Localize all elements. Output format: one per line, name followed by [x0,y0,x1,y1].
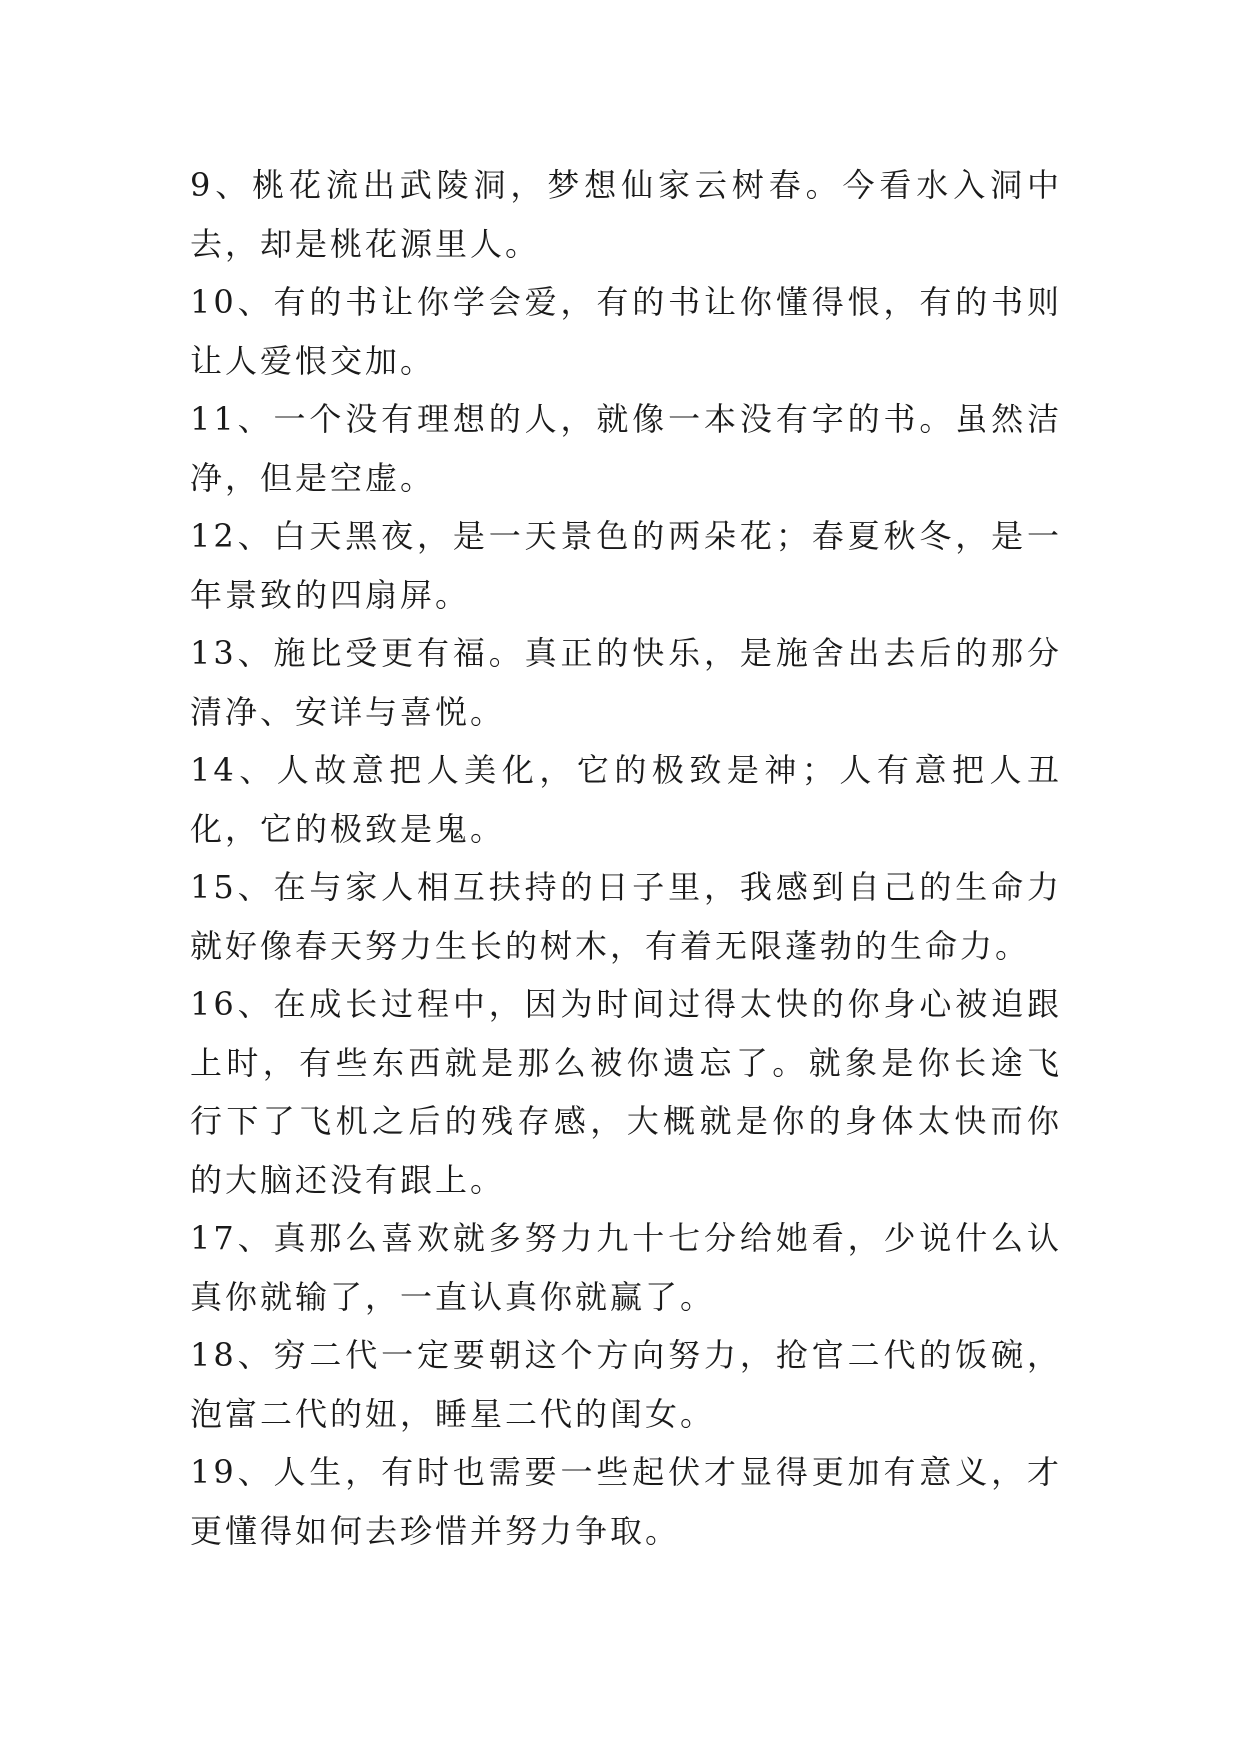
entry-10: 10、有的书让你学会爱，有的书让你懂得恨，有的书则让人爱恨交加。 [190,283,1062,380]
entry-18: 18、穷二代一定要朝这个方向努力，抢官二代的饭碗，泡富二代的妞，睡星二代的闺女。 [190,1336,1062,1433]
entry-14: 14、人故意把人美化，它的极致是神；人有意把人丑化，它的极致是鬼。 [190,751,1062,848]
entry-11: 11、一个没有理想的人，就像一本没有字的书。虽然洁净，但是空虚。 [190,400,1062,497]
entry-16: 16、在成长过程中，因为时间过得太快的你身心被迫跟上时，有些东西就是那么被你遗忘了。就象是你长途飞行下了飞机之后的残存感，大概就是你的身体太快而你的大脑还没有跟上。 [190,985,1062,1199]
entry-12: 12、白天黑夜，是一天景色的两朵花；春夏秋冬，是一年景致的四扇屏。 [190,517,1062,614]
entry-17: 17、真那么喜欢就多努力九十七分给她看，少说什么认真你就输了，一直认真你就赢了。 [190,1219,1062,1316]
document-body [190,156,1062,1560]
entry-13: 13、施比受更有福。真正的快乐，是施舍出去后的那分清净、安详与喜悦。 [190,634,1062,731]
entry-9: 9、桃花流出武陵洞，梦想仙家云树春。今看水入洞中去，却是桃花源里人。 [190,166,1062,263]
entry-15: 15、在与家人相互扶持的日子里，我感到自己的生命力就好像春天努力生长的树木，有着无限蓬勃的生命力。 [190,868,1062,965]
entry-19: 19、人生，有时也需要一些起伏才显得更加有意义，才更懂得如何去珍惜并努力争取。 [190,1453,1062,1550]
